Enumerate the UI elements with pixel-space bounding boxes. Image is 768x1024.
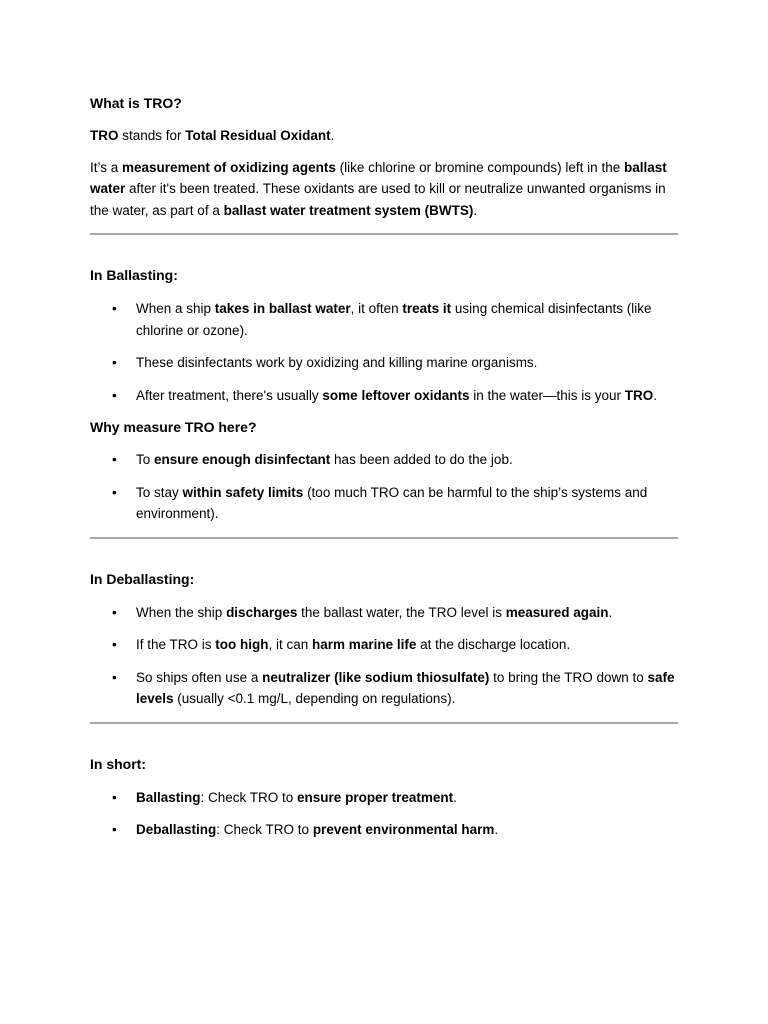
list-item: • After treatment, there's usually some leftover oxidants in the water—this is your TRO. xyxy=(90,385,678,407)
summary-list xyxy=(90,787,678,841)
list-item: • When a ship takes in ballast water, it often treats it using chemical disinfectants (like chlorine or ozone). xyxy=(90,298,678,341)
section-divider xyxy=(90,537,678,539)
section-heading-in-short: In short: xyxy=(90,755,146,772)
bullet-icon: • xyxy=(112,484,117,500)
why-measure-list xyxy=(90,449,678,525)
bullet-icon: • xyxy=(112,387,117,403)
list-item: • Deballasting: Check TRO to prevent environmental harm. xyxy=(90,819,678,841)
section-heading-why-measure: Why measure TRO here? xyxy=(90,419,257,435)
bullet-icon: • xyxy=(112,789,117,805)
tro-definition: TRO stands for Total Residual Oxidant. xyxy=(90,128,335,143)
deballasting-list xyxy=(90,602,678,710)
ballasting-list xyxy=(90,298,678,406)
bullet-icon: • xyxy=(112,355,117,370)
bullet-icon: • xyxy=(112,822,117,837)
list-item: • So ships often use a neutralizer (like sodium thiosulfate) to bring the TRO down to safe levels (usually <0.1 mg/L, depending on regulations). xyxy=(90,667,678,710)
section-heading-what-is-tro: What is TRO? xyxy=(90,95,182,111)
list-item: • To ensure enough disinfectant has been added to do the job. xyxy=(90,449,678,471)
list-item: • If the TRO is too high, it can harm marine life at the discharge location. xyxy=(90,634,678,656)
bullet-icon: • xyxy=(112,452,117,467)
bullet-icon: • xyxy=(112,301,117,316)
bullet-icon: • xyxy=(112,604,117,620)
document-body xyxy=(90,93,678,841)
list-item: • To stay within safety limits (too much TRO can be harmful to the ship’s systems and environment). xyxy=(90,482,678,525)
list-item: • These disinfectants work by oxidizing and killing marine organisms. xyxy=(90,352,678,374)
tro-explanation: It’s a measurement of oxidizing agents (like chlorine or bromine compounds) left in the ballast water after it's been treated. These oxidants are used to kill or neutralize unwanted organisms in the water, as part of a ballast water treatment system (BWTS). xyxy=(90,159,667,218)
section-divider xyxy=(90,722,678,724)
section-divider xyxy=(90,233,678,235)
bullet-icon: • xyxy=(112,637,117,652)
bullet-icon: • xyxy=(112,669,117,685)
section-heading-deballasting: In Deballasting: xyxy=(90,570,195,587)
section-heading-ballasting: In Ballasting: xyxy=(90,267,178,283)
list-item: • Ballasting: Check TRO to ensure proper treatment. xyxy=(90,787,678,809)
list-item: • When the ship discharges the ballast water, the TRO level is measured again. xyxy=(90,602,678,624)
